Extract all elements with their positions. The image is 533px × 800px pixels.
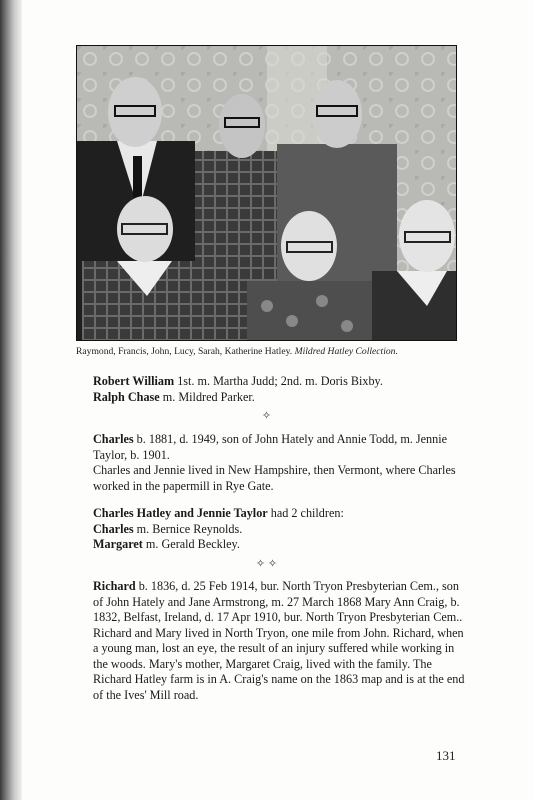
- child-1-name: Charles: [93, 521, 134, 536]
- robert-name: Robert William: [93, 374, 175, 388]
- photo-caption: [76, 346, 476, 357]
- entry-charles: [76, 432, 466, 494]
- ralph-name: Ralph Chase: [93, 389, 160, 404]
- children-heading: Charles Hatley and Jennie Taylor: [93, 506, 268, 520]
- book-spine-shadow: [0, 0, 22, 800]
- ralph-text: m. Mildred Parker.: [159, 389, 255, 404]
- charles-name: Charles: [93, 432, 134, 446]
- page-number: 131: [436, 748, 456, 763]
- section-ornament-2: ✧ ✧: [255, 558, 278, 570]
- family-photograph: [76, 45, 457, 341]
- caption-credit: Mildred Hatley Collection.: [294, 346, 398, 357]
- richard-line2: Richard and Mary lived in North Tryon, one mile from John. Richard, when a young man, lost an eye, the result of an injury suffered while working in the woods. Mary's mother, Margaret Craig, lived with the family. The Richard Hatley farm is in A. Craig's name on the 1863 map and is at the end of the Ives' Mill road.: [93, 625, 465, 702]
- entry-robert-william: [76, 374, 466, 405]
- richard-name: Richard: [93, 579, 136, 593]
- robert-text: 1st. m. Martha Judd; 2nd. m. Doris Bixby.: [174, 374, 383, 388]
- charles-line2: Charles and Jennie lived in New Hampshire, then Vermont, where Charles worked in the papermill in Rye Gate.: [93, 463, 456, 493]
- children-list: [76, 506, 466, 553]
- entry-richard: [76, 579, 466, 703]
- child-1-text: m. Bernice Reynolds.: [133, 521, 243, 536]
- richard-line1: b. 1836, d. 25 Feb 1914, bur. North Tryon Presbyterian Cem., son of John Hately and Jane Armstrong, m. 27 March 1868 Mary Ann Craig, b. 1832, Belfast, Ireland, d. 17 Apr 1910, bur. North Tryon Presbyterian Cem..: [93, 579, 463, 624]
- caption-people: Raymond, Francis, John, Lucy, Sarah, Katherine Hatley.: [76, 346, 293, 357]
- child-2-name: Margaret: [93, 537, 143, 551]
- charles-line1: b. 1881, d. 1949, son of John Hately and Annie Todd, m. Jennie Taylor, b. 1901.: [93, 432, 448, 462]
- child-2-text: m. Gerald Beckley.: [142, 537, 240, 551]
- section-ornament-1: ✧: [261, 410, 272, 422]
- children-heading-rest: had 2 children:: [267, 506, 344, 520]
